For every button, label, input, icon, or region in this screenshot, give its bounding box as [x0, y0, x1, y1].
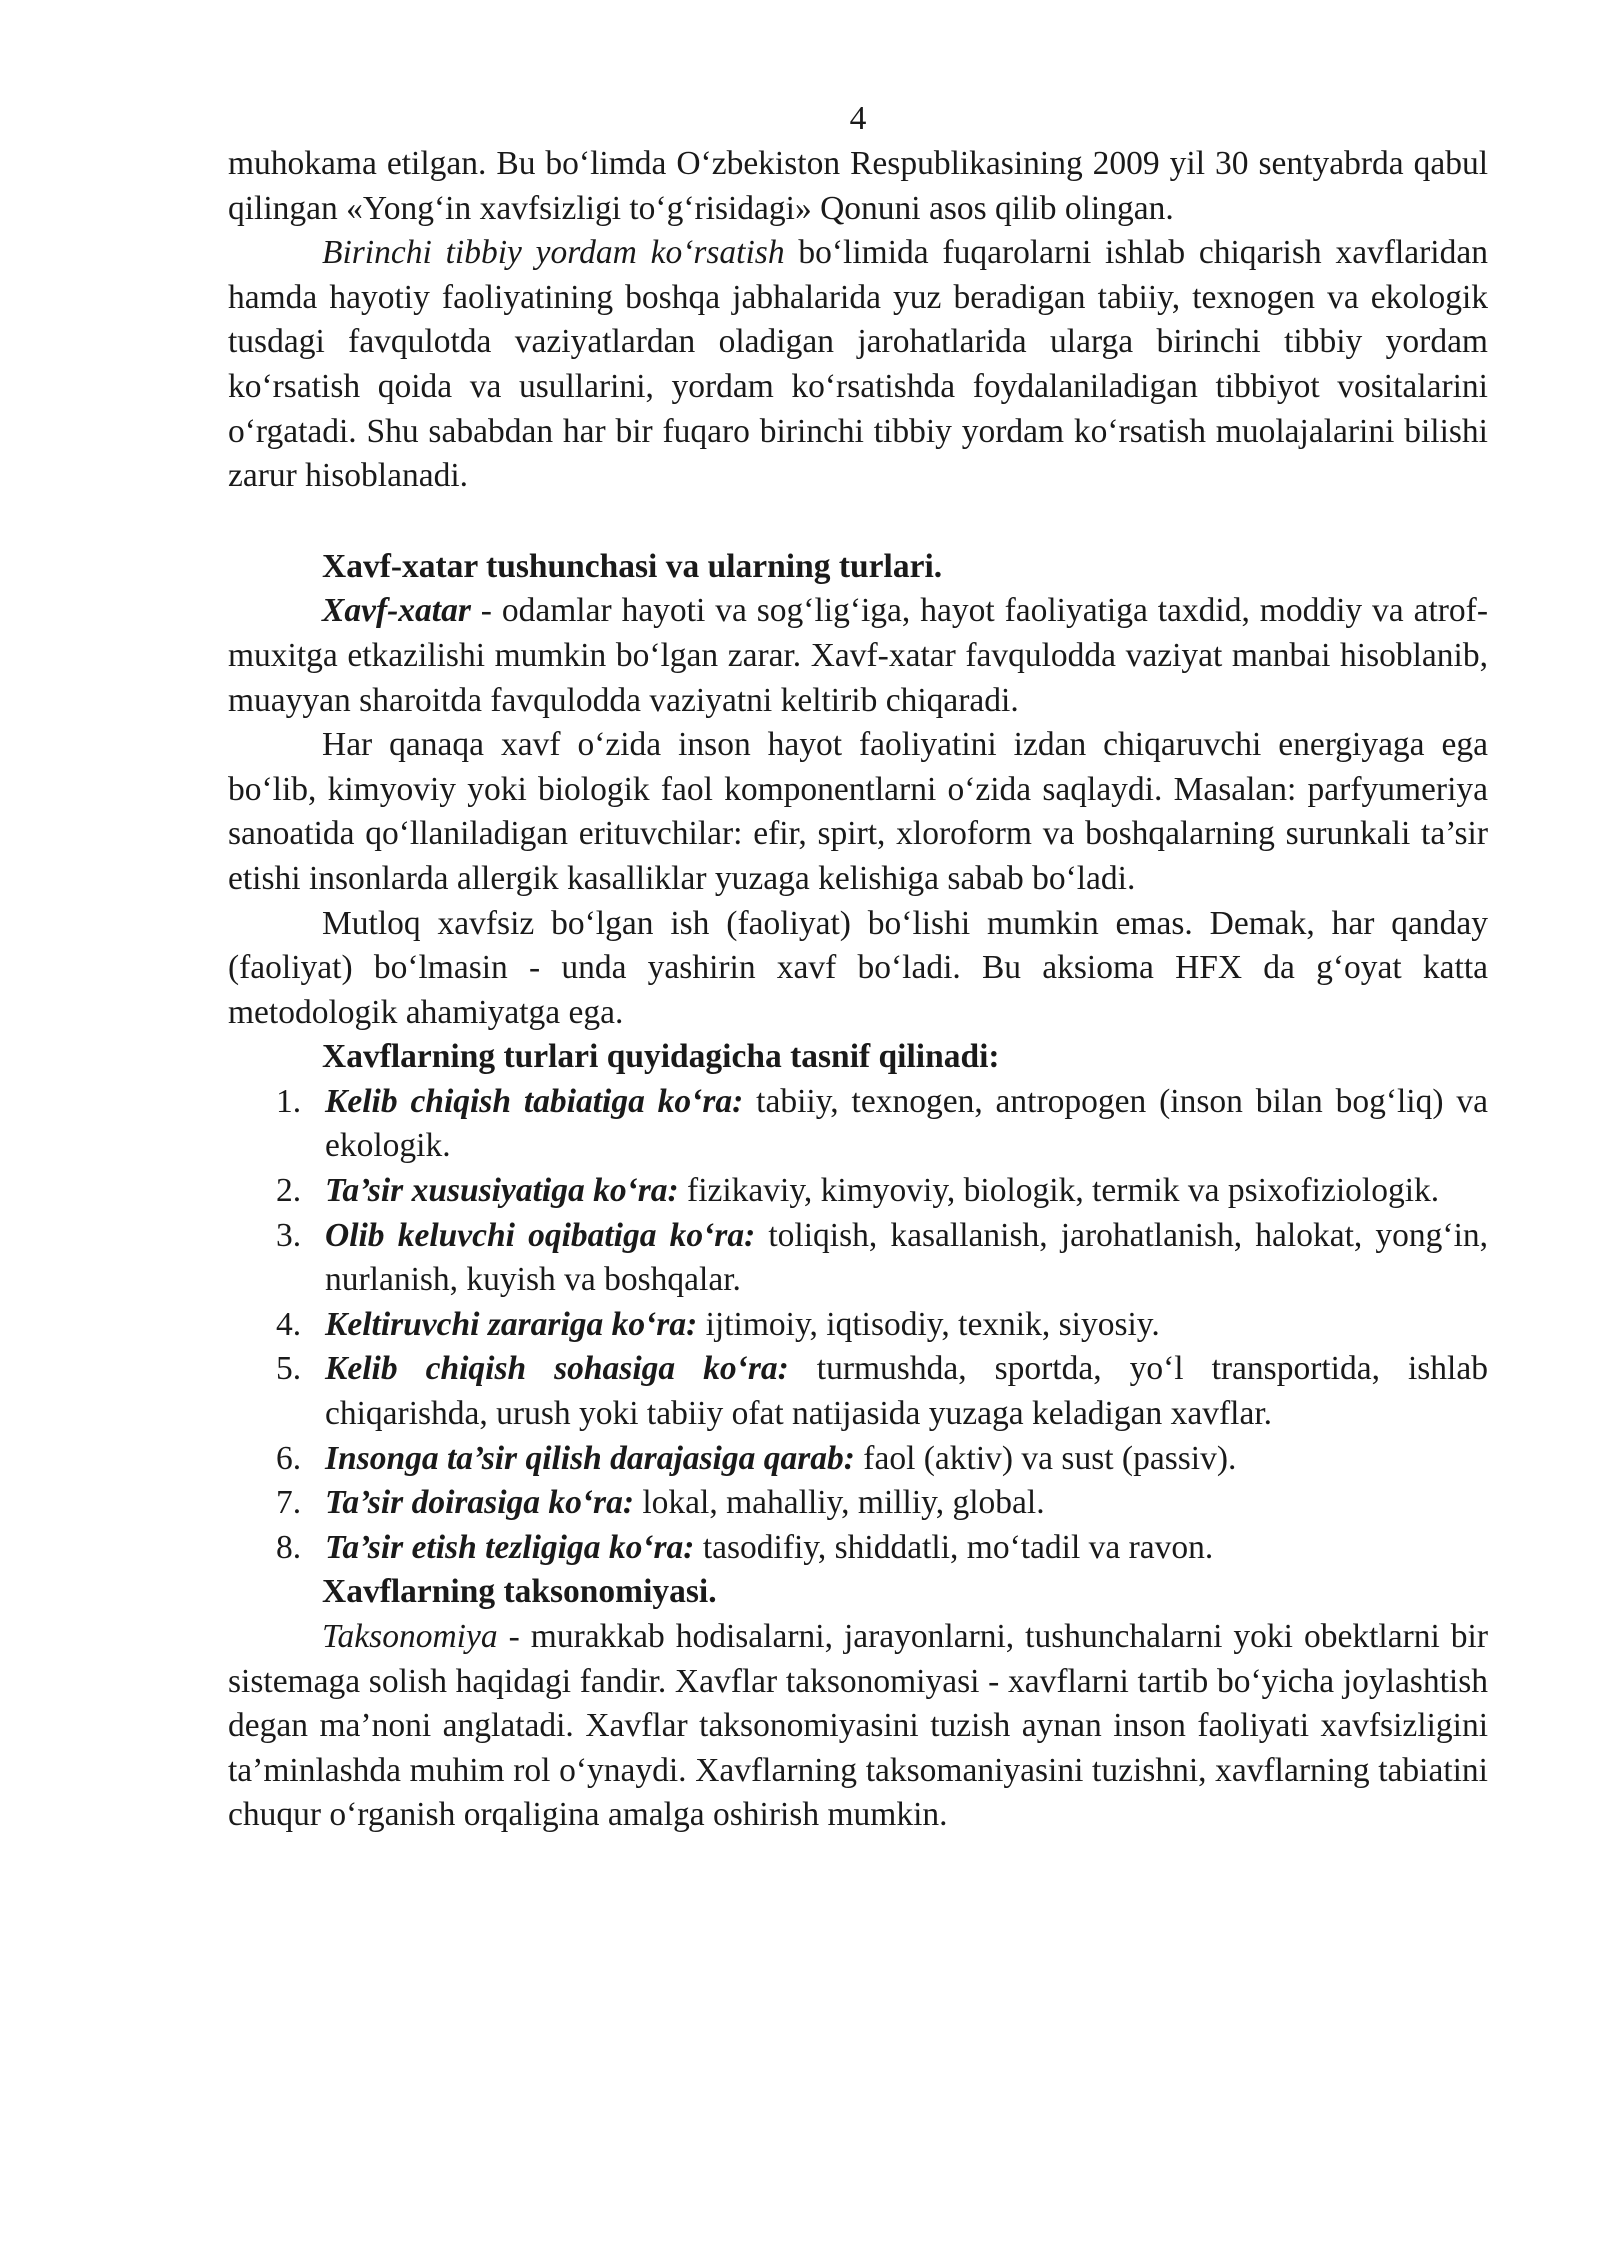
paragraph-hazard-definition [228, 589, 1488, 723]
list-item [228, 1526, 1488, 1571]
heading-taxonomy: Xavflarning taksonomiyasi. [322, 1573, 717, 1611]
hazard-term: Xavf-xatar [322, 592, 471, 630]
list-item-text: toliqish, kasallanish, jarohatlanish, halokat, yong‘in, nurlanish, kuyish va boshqalar. [325, 1216, 1489, 1299]
hazard-definition-text: - odamlar hayoti va sog‘lig‘iga, hayot faoliyatiga taxdid, moddiy va atrof-muxitga etkazilishi mumkin bo‘lgan zarar. Xavf-xatar favqulodda vaziyat manbai hisoblanib, muayyan sharoitda favqulodda vaziyatni keltirib chiqaradi. [228, 592, 1488, 719]
list-item-lead: Kelib chiqish sohasiga ko‘ra: [325, 1350, 789, 1388]
taxonomy-term: Taksonomiya [322, 1618, 498, 1655]
list-item [228, 1303, 1488, 1348]
list-item-text: tabiiy, texnogen, antropogen (inson bilan bog‘liq) va ekologik. [325, 1082, 1488, 1165]
list-item [228, 1169, 1488, 1214]
first-aid-term: Birinchi tibbiy yordam ko‘rsatish [322, 234, 785, 272]
list-item-lead: Keltiruvchi zarariga ko‘ra: [325, 1305, 698, 1343]
list-item-number: 1. [276, 1082, 302, 1120]
list-item-text: tasodifiy, shiddatli, mo‘tadil va ravon. [694, 1528, 1214, 1566]
heading-hazard-classification: Xavflarning turlari quyidagicha tasnif qilinadi: [322, 1038, 1000, 1076]
list-item-text: ijtimoiy, iqtisodiy, texnik, siyosiy. [697, 1305, 1160, 1343]
list-item-lead: Ta’sir xususiyatiga ko‘ra: [325, 1172, 679, 1210]
list-item [228, 1080, 1488, 1169]
list-item-text: faol (aktiv) va sust (passiv). [854, 1439, 1237, 1477]
list-item-number: 8. [276, 1528, 302, 1566]
paragraph-hazard-energy: Har qanaqa xavf o‘zida inson hayot faoliyatini izdan chiqaruvchi energiyaga ega bo‘lib, kimyoviy yoki biologik faol komponentlarni o‘zida saqlaydi. Masalan: parfyumeriya sanoatida qo‘llaniladigan erituvchilar: efir, spirt, xloroform va boshqalarning surunkali ta’sir etishi insonlarda allergik kasalliklar yuzaga kelishiga sabab bo‘ladi. [228, 726, 1488, 897]
page-number: 4 [849, 100, 867, 137]
list-item-number: 3. [276, 1216, 302, 1254]
first-aid-text: bo‘limida fuqarolarni ishlab chiqarish xavflaridan hamda hayotiy faoliyatining boshqa jabhalarida yuz beradigan tabiiy, texnogen va ekologik tusdagi favqulotda vaziyatlardan oladigan jarohatlarida ularga birinchi tibbiy yordam ko‘rsatish qoida va usullarini, yordam ko‘rsatishda foydalaniladigan tibbiyot vositalarini o‘rgatadi. Shu sababdan har bir fuqaro birinchi tibbiy yordam ko‘rsatish muolajalarini bilishi zarur hisoblanadi. [228, 234, 1488, 495]
paragraph-first-aid [228, 231, 1488, 499]
list-item-text: fizikaviy, kimyoviy, biologik, termik va psixofiziologik. [678, 1172, 1440, 1210]
taxonomy-text: - murakkab hodisalarni, jarayonlarni, tushunchalarni yoki obektlarni bir sistemaga solish haqidagi fandir. Xavflar taksonomiyasi - xavflarni tartib bo‘yicha joylashtish degan ma’noni anglatadi. Xavflar taksonomiyasini tuzish aynan inson faoliyati xavfsizligini ta’minlashda muhim rol o‘ynaydi. Xavflarning taksomaniyasini tuzishni, xavflarning tabiatini chuqur o‘rganish orqaligina amalga oshirish mumkin. [228, 1618, 1488, 1834]
list-item-lead: Olib keluvchi oqibatiga ko‘ra: [325, 1216, 756, 1254]
paragraph-absolute-safety: Mutloq xavfsiz bo‘lgan ish (faoliyat) bo‘lishi mumkin emas. Demak, har qanday (faoliyat) bo‘lmasin - unda yashirin xavf bo‘ladi. Bu aksioma HFX da g‘oyat katta metodologik ahamiyatga ega. [228, 904, 1488, 1031]
list-item-text: turmushda, sportda, yo‘l transportida, ishlab chiqarishda, urush yoki tabiiy ofat natijasida yuzaga keladigan xavflar. [325, 1350, 1488, 1433]
list-item-text: lokal, mahalliy, milliy, global. [633, 1484, 1045, 1522]
list-item [228, 1437, 1488, 1482]
list-item [228, 1214, 1488, 1303]
paragraph-taxonomy [228, 1615, 1488, 1838]
list-item [228, 1347, 1488, 1436]
list-item-lead: Insonga ta’sir qilish darajasiga qarab: [325, 1439, 855, 1477]
list-item-number: 2. [276, 1172, 302, 1210]
list-item-lead: Ta’sir etish tezligiga ko‘ra: [325, 1528, 695, 1566]
list-item-number: 6. [276, 1439, 302, 1477]
section-spacer [228, 499, 1488, 545]
list-item [228, 1481, 1488, 1526]
list-item-lead: Kelib chiqish tabiatiga ko‘ra: [325, 1082, 744, 1120]
list-item-number: 4. [276, 1305, 302, 1343]
list-item-number: 5. [276, 1350, 302, 1388]
list-item-number: 7. [276, 1484, 302, 1522]
hazard-types-list [228, 1080, 1488, 1571]
paragraph-intro-continuation: muhokama etilgan. Bu bo‘limda O‘zbekiston Respublikasining 2009 yil 30 sentyabrda qabul qilingan «Yong‘in xavfsizligi to‘g‘risidagi» Qonuni asos qilib olingan. [228, 145, 1488, 227]
list-item-lead: Ta’sir doirasiga ko‘ra: [325, 1484, 634, 1522]
document-page [228, 98, 1488, 1838]
heading-hazard-concept: Xavf-xatar tushunchasi va ularning turlari. [322, 547, 943, 585]
